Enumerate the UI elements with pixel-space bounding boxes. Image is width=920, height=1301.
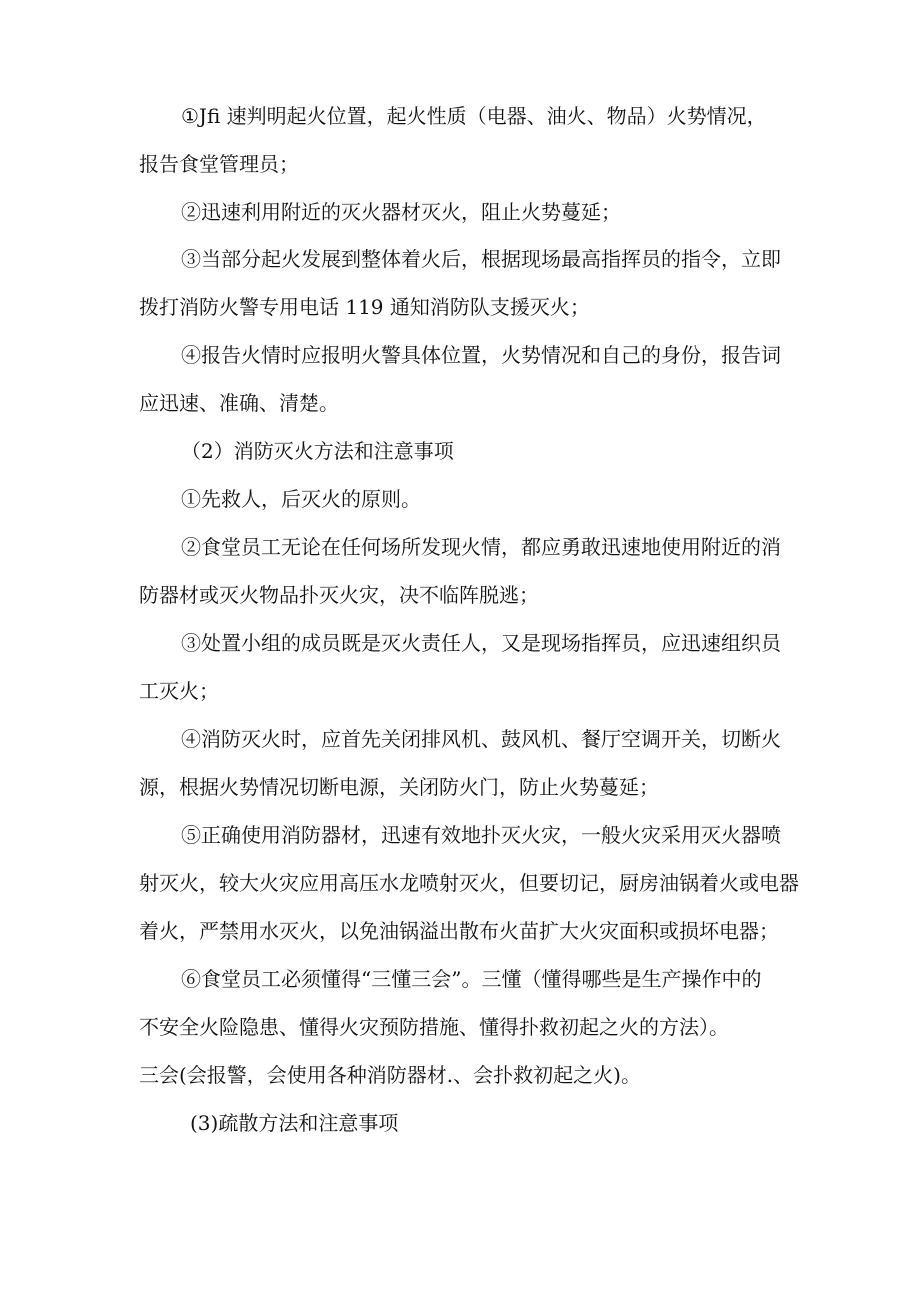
paragraph-line: ①先救人，后灭火的原则。	[181, 487, 421, 511]
paragraph-line: ②食堂员工无论在任何场所发现火情，都应勇敢迅速地使用附近的消	[181, 535, 781, 559]
paragraph-line: ④消防灭火时，应首先关闭排风机、鼓风机、餐厅空调开关，切断火	[181, 727, 781, 751]
paragraph-line: 报告食堂管理员；	[139, 152, 299, 176]
paragraph-line: 防器材或灭火物品扑灭火灾，决不临阵脱逃；	[139, 583, 539, 607]
paragraph-line: ④报告火情时应报明火警具体位置，火势情况和自己的身份，报告词	[181, 343, 781, 367]
paragraph-line: ⑥食堂员工必须懂得“三懂三会”。三懂（懂得哪些是生产操作中的	[181, 967, 762, 991]
paragraph-line: ⑤正确使用消防器材，迅速有效地扑灭火灾，一般火灾采用灭火器喷	[181, 823, 781, 847]
paragraph-line: 不安全火险隐患、懂得火灾预防措施、懂得扑救初起之火的方法）。	[139, 1015, 729, 1039]
paragraph-line: ③处置小组的成员既是灭火责任人，又是现场指挥员，应迅速组织员	[181, 631, 781, 655]
section-heading: (3)疏散方法和注意事项	[190, 1111, 399, 1135]
paragraph-line: ②迅速利用附近的灭火器材灭火，阻止火势蔓延；	[181, 200, 621, 224]
paragraph-line: 拨打消防火警专用电话 119 通知消防队支援灭火；	[139, 295, 590, 319]
paragraph-line: 三会(会报警，会使用各种消防器材.、会扑救初起之火)。	[139, 1063, 641, 1087]
paragraph-line: 工灭火；	[139, 679, 219, 703]
paragraph-line: 射灭火，较大火灾应用高压水龙喷射灭火，但要切记，厨房油锅着火或电器	[139, 871, 799, 895]
paragraph-line: ①Jfi 速判明起火位置，起火性质（电器、油火、物品）火势情况，	[181, 104, 767, 128]
paragraph-line: 着火，严禁用水灭火，以免油锅溢出散布火苗扩大火灾面积或损坏电器；	[139, 919, 779, 943]
paragraph-line: ③当部分起火发展到整体着火后，根据现场最高指挥员的指令，立即	[181, 247, 781, 271]
section-heading: （2）消防灭火方法和注意事项	[181, 439, 454, 463]
paragraph-line: 应迅速、准确、清楚。	[139, 391, 339, 415]
paragraph-line: 源，根据火势情况切断电源，关闭防火门，防止火势蔓延；	[139, 775, 659, 799]
